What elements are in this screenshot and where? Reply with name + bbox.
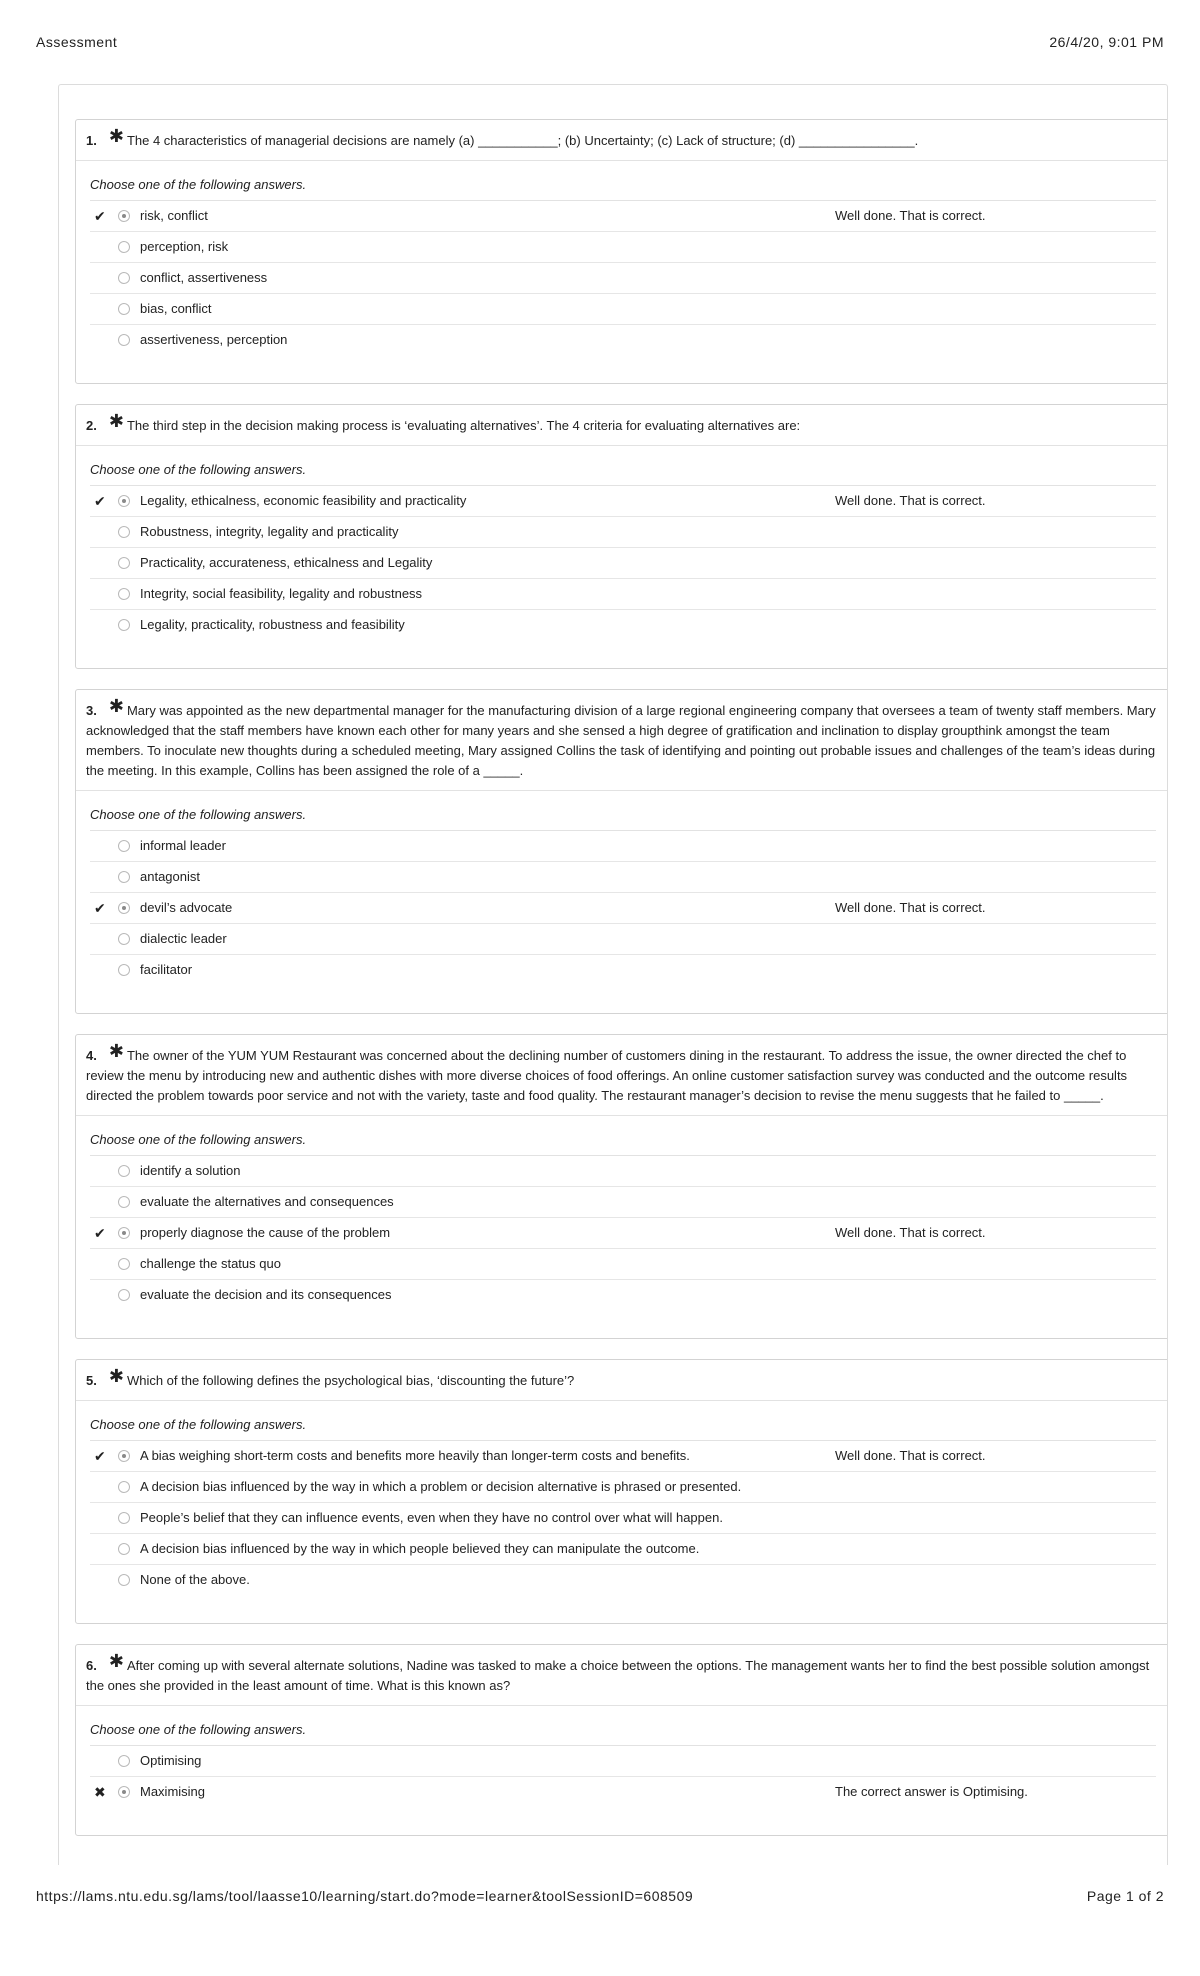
answer-radio[interactable] [118,1165,130,1177]
question-text: Mary was appointed as the new departmental manager for the manufacturing division of a large regional engineering company that oversees a team of twenty staff members. Mary acknowledged that the staff members have known each other for many years and she sensed a high degree of gratification and inclination to display groupthink amongst the team members. To inoculate new thoughts during a scheduled meeting, Mary assigned Collins the task of identifying and pointing out probable issues and challenges of the team’s ideas during the meeting. In this example, Collins has been assigned the role of a _____. [86,703,1156,778]
answer-instruction: Choose one of the following answers. [90,803,1156,831]
answer-radio[interactable] [118,1543,130,1555]
answer-label: evaluate the alternatives and consequences [140,1194,394,1209]
question-text: The owner of the YUM YUM Restaurant was concerned about the declining number of customers dining in the restaurant. To address the issue, the owner directed the chef to review the menu by introducing new and authentic dishes with more diverse choices of food offerings. An online customer satisfaction survey was conducted and the outcome results directed the problem towards poor service and not with the variety, taste and food quality. The restaurant manager’s decision to revise the menu suggests that he failed to _____. [86,1048,1128,1103]
answer-radio[interactable] [118,1258,130,1270]
answer-label: Integrity, social feasibility, legality and robustness [140,586,423,601]
question-body [76,1401,1168,1623]
required-asterisk-icon: ✱ [108,411,124,431]
answer-option[interactable] [90,924,1156,955]
answer-label: Optimising [140,1753,202,1768]
answer-option[interactable] [90,263,1156,294]
question-number: 3. [86,703,97,718]
answer-feedback: The correct answer is Optimising. [835,1784,1028,1799]
required-asterisk-icon: ✱ [108,126,124,146]
answer-option[interactable] [90,1187,1156,1218]
question-header [76,1360,1168,1401]
question-number: 6. [86,1658,97,1673]
question-body [76,446,1168,668]
question-header [76,1035,1168,1116]
required-asterisk-icon: ✱ [108,1041,124,1061]
assessment-container [58,84,1168,1865]
question-text: After coming up with several alternate solutions, Nadine was tasked to make a choice between the options. The management wants her to find the best possible solution amongst the ones she provided in the least amount of time. What is this known as? [86,1658,1150,1693]
correct-check-icon: ✔ [94,900,106,916]
correct-check-icon: ✔ [94,208,106,224]
question-body [76,791,1168,1013]
answer-option[interactable] [90,1156,1156,1187]
answer-option[interactable] [90,517,1156,548]
answer-radio[interactable] [118,1481,130,1493]
answer-radio[interactable] [118,1755,130,1767]
answer-label: Practicality, accurateness, ethicalness and Legality [140,555,433,570]
correct-check-icon: ✔ [94,493,106,509]
question-text: The third step in the decision making process is ‘evaluating alternatives’. The 4 criteria for evaluating alternatives are: [126,418,801,433]
answer-option[interactable] [90,1441,1156,1472]
answer-radio[interactable] [118,964,130,976]
answer-option[interactable] [90,1472,1156,1503]
answer-feedback: Well done. That is correct. [835,493,986,508]
answer-label: antagonist [140,869,200,884]
answer-option[interactable] [90,294,1156,325]
answer-label: A decision bias influenced by the way in which people believed they can manipulate the outcome. [140,1541,700,1556]
answer-label: conflict, assertiveness [140,270,268,285]
question-body [76,161,1168,383]
answer-radio[interactable] [118,1512,130,1524]
answer-label: assertiveness, perception [140,332,288,347]
answer-radio[interactable] [118,557,130,569]
answer-option[interactable] [90,1746,1156,1777]
correct-check-icon: ✔ [94,1225,106,1241]
answer-radio[interactable] [118,495,130,507]
answer-radio[interactable] [118,1196,130,1208]
answer-label: informal leader [140,838,226,853]
answer-option[interactable] [90,486,1156,517]
required-asterisk-icon: ✱ [108,1366,124,1386]
question-number: 4. [86,1048,97,1063]
answer-feedback: Well done. That is correct. [835,1225,986,1240]
answer-instruction: Choose one of the following answers. [90,1718,1156,1746]
answer-label: devil’s advocate [140,900,233,915]
question-number: 1. [86,133,97,148]
answer-radio[interactable] [118,1574,130,1586]
answer-option[interactable] [90,610,1156,640]
question-card [75,1034,1168,1339]
answer-radio[interactable] [118,902,130,914]
page-number: Page 1 of 2 [1086,1888,1164,1904]
incorrect-cross-icon: ✖ [94,1784,106,1800]
answer-label: Maximising [140,1784,206,1799]
answer-label: dialectic leader [140,931,227,946]
answer-option[interactable] [90,862,1156,893]
answer-instruction: Choose one of the following answers. [90,1128,1156,1156]
answer-label: A decision bias influenced by the way in which a problem or decision alternative is phrased or presented. [140,1479,742,1494]
answer-radio[interactable] [118,840,130,852]
answer-radio[interactable] [118,303,130,315]
answer-radio[interactable] [118,241,130,253]
question-card [75,404,1168,669]
answer-option[interactable] [90,1503,1156,1534]
answer-radio[interactable] [118,1450,130,1462]
answer-label: facilitator [140,962,193,977]
answer-radio[interactable] [118,1786,130,1798]
correct-check-icon: ✔ [94,1448,106,1464]
answer-label: People’s belief that they can influence events, even when they have no control over what will happen. [140,1510,723,1525]
answer-radio[interactable] [118,1227,130,1239]
page-url: https://lams.ntu.edu.sg/lams/tool/laasse10/learning/start.do?mode=learner&toolSessionID=608509 [36,1888,694,1904]
answer-option[interactable] [90,1280,1156,1310]
answer-label: identify a solution [140,1163,241,1178]
answer-option[interactable] [90,232,1156,263]
question-text: Which of the following defines the psychological bias, ‘discounting the future’? [126,1373,575,1388]
answer-option[interactable] [90,1218,1156,1249]
print-datetime: 26/4/20, 9:01 PM [1049,34,1164,50]
question-header [76,1645,1168,1706]
answer-option[interactable] [90,1565,1156,1595]
answer-radio[interactable] [118,1289,130,1301]
answer-label: Robustness, integrity, legality and practicality [140,524,399,539]
answer-radio[interactable] [118,210,130,222]
answer-radio[interactable] [118,933,130,945]
answer-radio[interactable] [118,334,130,346]
question-number: 5. [86,1373,97,1388]
answer-feedback: Well done. That is correct. [835,900,986,915]
answer-option[interactable] [90,1249,1156,1280]
answer-option[interactable] [90,548,1156,579]
answer-option[interactable] [90,1777,1156,1807]
question-body [76,1116,1168,1338]
answer-label: Legality, ethicalness, economic feasibility and practicality [140,493,467,508]
answer-feedback: Well done. That is correct. [835,208,986,223]
answer-label: challenge the status quo [140,1256,281,1271]
answer-label: Legality, practicality, robustness and feasibility [140,617,405,632]
required-asterisk-icon: ✱ [108,696,124,716]
answer-option[interactable] [90,325,1156,355]
answer-option[interactable] [90,831,1156,862]
answer-feedback: Well done. That is correct. [835,1448,986,1463]
answer-option[interactable] [90,893,1156,924]
answer-label: None of the above. [140,1572,250,1587]
question-body [76,1706,1168,1835]
answer-radio[interactable] [118,871,130,883]
answer-option[interactable] [90,1534,1156,1565]
answer-radio[interactable] [118,526,130,538]
question-header [76,120,1168,161]
question-text: The 4 characteristics of managerial decisions are namely (a) ___________; (b) Uncertainty; (c) Lack of structure; (d) ________________. [126,133,919,148]
question-header [76,405,1168,446]
page-title: Assessment [36,34,118,50]
question-card [75,119,1168,384]
answer-label: bias, conflict [140,301,212,316]
answer-radio[interactable] [118,588,130,600]
answer-label: perception, risk [140,239,229,254]
answer-option[interactable] [90,955,1156,985]
required-asterisk-icon: ✱ [108,1651,124,1671]
answer-radio[interactable] [118,272,130,284]
question-card [75,689,1168,1014]
question-header [76,690,1168,791]
answer-label: evaluate the decision and its consequences [140,1287,392,1302]
answer-instruction: Choose one of the following answers. [90,458,1156,486]
answer-option[interactable] [90,579,1156,610]
question-card [75,1644,1168,1836]
answer-label: properly diagnose the cause of the problem [140,1225,391,1240]
question-card [75,1359,1168,1624]
answer-radio[interactable] [118,619,130,631]
answer-label: A bias weighing short-term costs and benefits more heavily than longer-term costs and benefits. [140,1448,690,1463]
answer-instruction: Choose one of the following answers. [90,173,1156,201]
answer-option[interactable] [90,201,1156,232]
question-number: 2. [86,418,97,433]
answer-label: risk, conflict [140,208,208,223]
answer-instruction: Choose one of the following answers. [90,1413,1156,1441]
